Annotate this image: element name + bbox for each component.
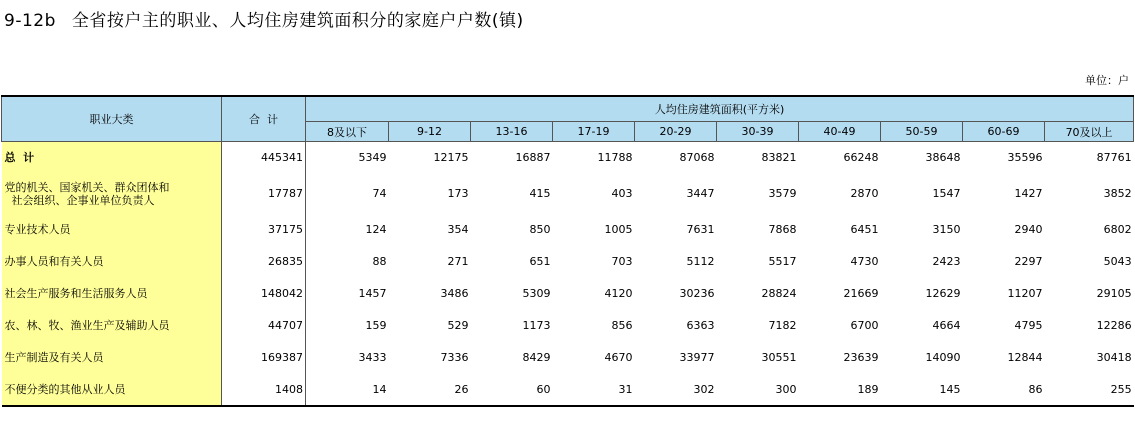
row-value: 124 [365, 223, 387, 236]
row-value: 14 [306, 374, 389, 406]
row-value: 271 [447, 255, 469, 268]
row-value: 4664 [932, 319, 961, 332]
table-body [2, 142, 1134, 406]
row-value: 1005 [604, 223, 633, 236]
row-category: 社会生产服务和生活服务人员 [2, 278, 222, 310]
row-value: 7182 [768, 319, 797, 332]
row-value: 3852 [1103, 187, 1132, 200]
row-value: 3486 [440, 287, 469, 300]
row-value: 12844 [1007, 351, 1043, 364]
row-value: 11788 [597, 151, 633, 165]
row-total: 26835 [222, 246, 306, 278]
row-value: 3579 [768, 187, 797, 200]
row-value: 850 [529, 223, 551, 236]
row-value: 4120 [604, 287, 633, 300]
row-value: 30236 [679, 287, 715, 300]
row-value: 703 [611, 255, 633, 268]
header-range: 9-12 [389, 122, 471, 142]
row-value: 145 [881, 374, 963, 406]
row-value: 6451 [850, 223, 879, 236]
row-category: 不便分类的其他从业人员 [2, 374, 222, 406]
table-row [2, 174, 1134, 214]
row-value: 415 [529, 187, 551, 200]
row-value: 14090 [925, 351, 961, 364]
row-value: 354 [447, 223, 469, 236]
row-value: 12175 [433, 151, 469, 165]
header-range: 40-49 [799, 122, 881, 142]
row-value: 87068 [679, 151, 715, 165]
row-total: 148042 [222, 278, 306, 310]
header-area-group: 人均住房建筑面积(平方米) [306, 96, 1134, 122]
row-value: 302 [635, 374, 717, 406]
row-value: 3150 [932, 223, 961, 236]
row-value: 4670 [604, 351, 633, 364]
row-value: 29105 [1096, 287, 1132, 300]
row-value: 7336 [440, 351, 469, 364]
row-value: 7868 [768, 223, 797, 236]
row-value: 12286 [1096, 319, 1132, 332]
header-range: 60-69 [963, 122, 1045, 142]
header-range: 17-19 [553, 122, 635, 142]
row-value: 1427 [1014, 187, 1043, 200]
row-value: 6700 [850, 319, 879, 332]
row-category: 党的机关、国家机关、群众团体和 社会组织、企事业单位负责人 [2, 174, 222, 214]
row-value: 5517 [768, 255, 797, 268]
header-range: 30-39 [717, 122, 799, 142]
row-category: 专业技术人员 [2, 214, 222, 246]
row-value: 28824 [761, 287, 797, 300]
table-row [2, 214, 1134, 246]
table-row [2, 246, 1134, 278]
table-title: 全省按户主的职业、人均住房建筑面积分的家庭户户数(镇) [71, 11, 524, 31]
row-value: 5043 [1103, 255, 1132, 268]
header-total: 合 计 [222, 96, 306, 142]
row-value: 16887 [515, 151, 551, 165]
row-total: 17787 [222, 174, 306, 214]
row-total: 169387 [222, 342, 306, 374]
row-value: 30418 [1096, 351, 1132, 364]
row-value: 33977 [679, 351, 715, 364]
row-value: 300 [717, 374, 799, 406]
unit-label: 单位：户 [1085, 74, 1129, 87]
table-row [2, 310, 1134, 342]
row-value: 1173 [522, 319, 551, 332]
row-value: 173 [447, 187, 469, 200]
header-range: 8及以下 [306, 122, 389, 142]
row-value: 12629 [925, 287, 961, 300]
table-row [2, 374, 1134, 406]
row-value: 74 [372, 187, 387, 200]
row-value: 7631 [686, 223, 715, 236]
row-category: 生产制造及有关人员 [2, 342, 222, 374]
row-total: 1408 [222, 374, 306, 406]
row-value: 4730 [850, 255, 879, 268]
row-value: 23639 [843, 351, 879, 364]
row-value: 529 [447, 319, 469, 332]
row-value: 88 [372, 255, 387, 268]
row-value: 255 [1045, 374, 1134, 406]
row-value: 3433 [358, 351, 387, 364]
data-table [1, 95, 1134, 407]
row-value: 1547 [932, 187, 961, 200]
page-title [4, 6, 524, 31]
table-row [2, 278, 1134, 310]
header-range: 20-29 [635, 122, 717, 142]
row-value: 66248 [843, 151, 879, 165]
header-range: 70及以上 [1045, 122, 1134, 142]
row-category: 农、林、牧、渔业生产及辅助人员 [2, 310, 222, 342]
header-range: 13-16 [471, 122, 553, 142]
row-value: 87761 [1096, 151, 1132, 165]
header-category: 职业大类 [2, 96, 222, 142]
row-value: 2870 [850, 187, 879, 200]
row-total: 44707 [222, 310, 306, 342]
row-value: 159 [365, 319, 387, 332]
row-value: 5112 [686, 255, 715, 268]
row-value: 5349 [358, 151, 387, 165]
row-value: 5309 [522, 287, 551, 300]
row-value: 403 [611, 187, 633, 200]
row-value: 26 [389, 374, 471, 406]
row-value: 2940 [1014, 223, 1043, 236]
row-value: 8429 [522, 351, 551, 364]
row-value: 38648 [925, 151, 961, 165]
row-value: 6363 [686, 319, 715, 332]
row-total: 37175 [222, 214, 306, 246]
row-value: 31 [553, 374, 635, 406]
row-value: 60 [471, 374, 553, 406]
row-value: 4795 [1014, 319, 1043, 332]
table-id: 9-12b [4, 11, 56, 31]
row-category: 办事人员和有关人员 [2, 246, 222, 278]
row-value: 189 [799, 374, 881, 406]
header-range: 50-59 [881, 122, 963, 142]
table-row [2, 342, 1134, 374]
table-header [2, 96, 1134, 142]
table-row [2, 142, 1134, 174]
row-value: 856 [611, 319, 633, 332]
row-value: 21669 [843, 287, 879, 300]
row-value: 6802 [1103, 223, 1132, 236]
row-value: 11207 [1007, 287, 1043, 300]
row-total: 445341 [222, 142, 306, 174]
row-value: 86 [963, 374, 1045, 406]
row-value: 83821 [761, 151, 797, 165]
row-value: 30551 [761, 351, 797, 364]
row-category: 总 计 [2, 142, 222, 174]
row-value: 35596 [1007, 151, 1043, 165]
row-value: 3447 [686, 187, 715, 200]
row-value: 1457 [358, 287, 387, 300]
row-value: 651 [529, 255, 551, 268]
row-value: 2297 [1014, 255, 1043, 268]
row-value: 2423 [932, 255, 961, 268]
